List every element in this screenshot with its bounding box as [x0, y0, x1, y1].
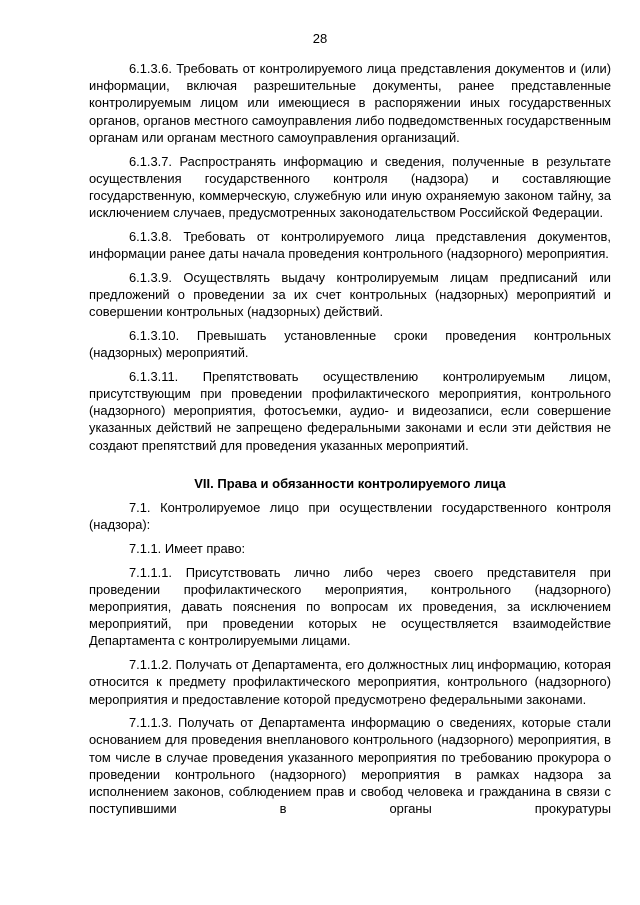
paragraph-6-1-3-9: 6.1.3.9. Осуществлять выдачу контролируемым лицам предписаний или предложений о проведении за их счет контрольных (надзорных) мероприятий и совершении контрольных (надзорных) действий.: [89, 269, 611, 320]
paragraph-6-1-3-7: 6.1.3.7. Распространять информацию и сведения, полученные в результате осуществления государственного контроля (надзора) и составляющие государственную, коммерческую, служебную или иную охраняемую законом тайну, за исключением случаев, предусмотренных законодательством Российской Федерации.: [89, 153, 611, 221]
paragraph-6-1-3-11: 6.1.3.11. Препятствовать осуществлению контролируемым лицом, присутствующим при проведении профилактического мероприятия, контрольного (надзорного) мероприятия, фотосъемки, аудио- и видеозаписи, если совершение указанных действий не запрещено федеральными законами и если эти действия не создают препятствий для проведения указанных мероприятий.: [89, 368, 611, 453]
paragraph-6-1-3-8: 6.1.3.8. Требовать от контролируемого лица представления документов, информации ранее даты начала проведения контрольного (надзорного) мероприятия.: [89, 228, 611, 262]
paragraph-7-1-1-2: 7.1.1.2. Получать от Департамента, его должностных лиц информацию, которая относится к предмету профилактического мероприятия, контрольного (надзорного) мероприятия и предоставление которой предусмотрено федеральными законами.: [89, 657, 611, 707]
paragraph-6-1-3-6: 6.1.3.6. Требовать от контролируемого лица представления документов и (или) информации, включая разрешительные документы, ранее представленные контролируемым лицом или имеющиеся в распоряжении иных государственных органов, органов местного самоуправления либо подведомственных государственным органам или органам местного самоуправления организаций.: [89, 61, 611, 145]
paragraph-6-1-3-10: 6.1.3.10. Превышать установленные сроки проведения контрольных (надзорных) мероприятий.: [89, 327, 611, 361]
section-heading: VII. Права и обязанности контролируемого лица: [194, 475, 506, 491]
paragraph-7-1-1-1: 7.1.1.1. Присутствовать лично либо через своего представителя при проведении профилактического мероприятия, контрольного (надзорного) мероприятия, давать пояснения по вопросам их проведения, за исключением мероприятий, при проведении которых не осуществляется взаимодействие Департамента с контролируемыми лицами.: [89, 564, 611, 649]
paragraph-7-1-1-3: 7.1.1.3. Получать от Департамента информацию о сведениях, которые стали основанием для проведения внепланового контрольного (надзорного) мероприятия, в том числе в случае проведения указанного мероприятия по требованию прокурора о проведении контрольного (надзорного) мероприятия в рамках надзора за исполнением законов, соблюдением прав и свобод человека и гражданина в связи с поступившими в органы прокуратуры: [89, 715, 611, 817]
paragraph-7-1-1: 7.1.1. Имеет право:: [129, 540, 246, 556]
page-number: 28: [312, 31, 328, 46]
document-body: [89, 60, 611, 824]
paragraph-7-1: 7.1. Контролируемое лицо при осуществлении государственного контроля (надзора):: [89, 499, 611, 533]
